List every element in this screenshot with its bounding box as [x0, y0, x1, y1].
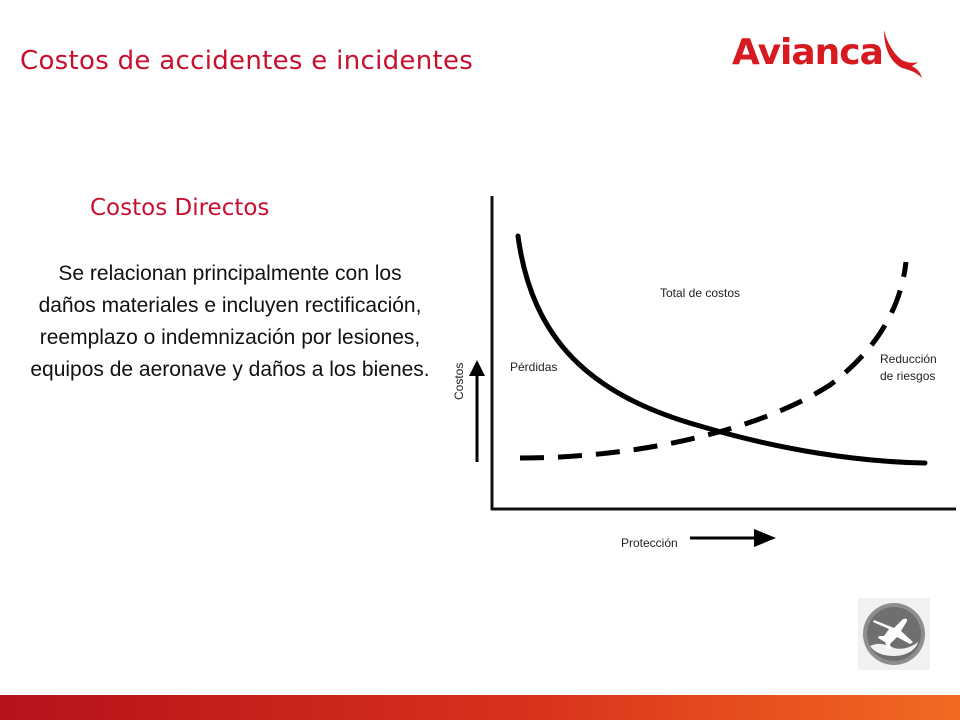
cost-protection-diagram	[440, 190, 960, 560]
label-x-axis: Protección	[621, 536, 678, 550]
footer-band	[0, 695, 960, 720]
footer-gradient	[0, 695, 960, 720]
plane-over-hand-icon	[858, 598, 930, 670]
label-y-axis: Costos	[452, 362, 466, 400]
label-risk-reduction-2: de riesgos	[880, 369, 936, 383]
slide-title: Costos de accidentes e incidentes	[20, 46, 474, 76]
body-paragraph: Se relacionan principalmente con los daños materiales e incluyen rectificación, reemplazo o indemnización por lesiones, equipos de aeronave y daños a los bienes.	[30, 262, 430, 381]
logo-wordmark: Avianca	[732, 32, 883, 73]
label-risk-reduction-1: Reducción	[880, 352, 937, 366]
avianca-logo	[730, 28, 930, 84]
protection-arrow-head	[754, 529, 776, 547]
bird-logo-icon	[878, 28, 924, 80]
label-total-costs: Total de costos	[660, 286, 741, 300]
label-losses: Pérdidas	[510, 360, 558, 374]
costs-arrow-head	[469, 360, 485, 376]
section-heading: Costos Directos	[90, 195, 270, 221]
